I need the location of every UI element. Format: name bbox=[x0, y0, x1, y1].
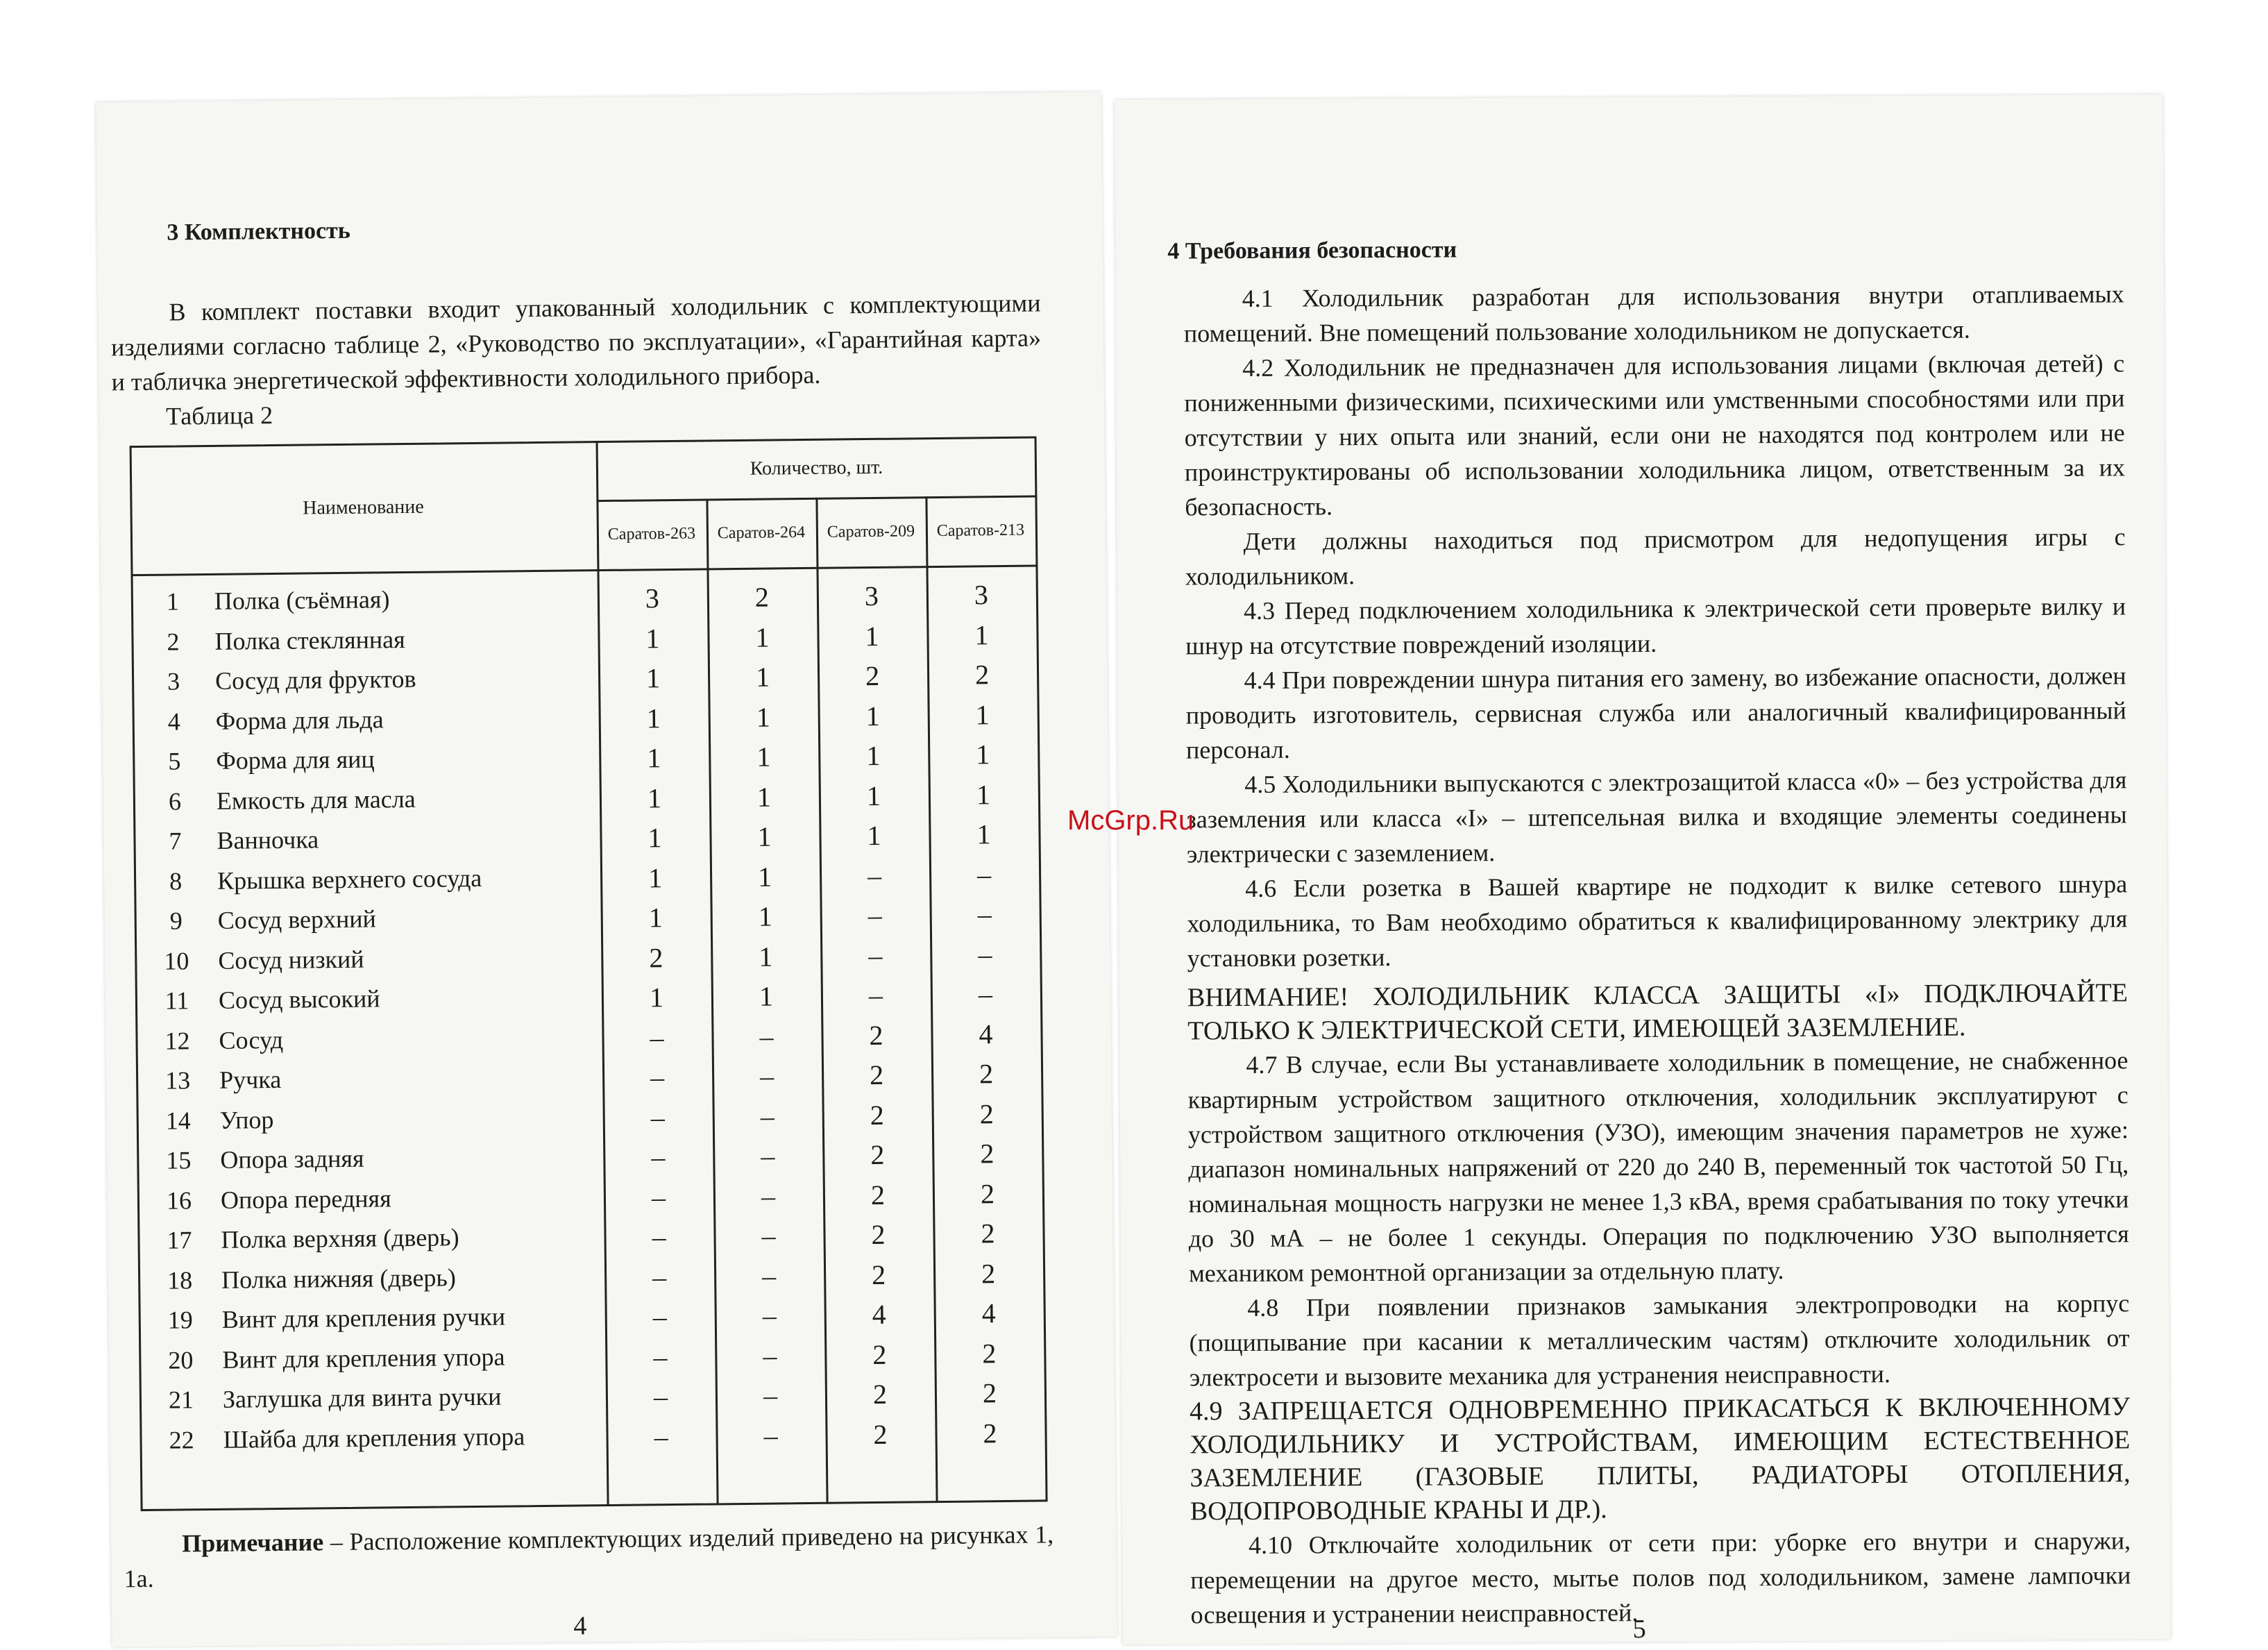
quantity-cell: 1 bbox=[756, 701, 770, 733]
quantity-cell: 1 bbox=[647, 742, 661, 774]
quantity-cell: 2 bbox=[865, 659, 880, 692]
row-number: 14 bbox=[165, 1106, 191, 1135]
quantity-cell: 1 bbox=[757, 861, 772, 893]
item-name: Крышка верхнего сосуда bbox=[217, 864, 482, 895]
quantity-cell: – bbox=[762, 1299, 777, 1331]
header-model: Саратов-209 bbox=[827, 521, 915, 541]
item-name: Сосуд высокий bbox=[218, 984, 380, 1014]
quantity-cell: – bbox=[761, 1259, 777, 1292]
item-name: Полка нижняя (дверь) bbox=[221, 1263, 457, 1294]
quantity-cell: 2 bbox=[980, 1138, 995, 1170]
quantity-cell: 2 bbox=[981, 1257, 996, 1289]
quantity-cell: – bbox=[759, 1020, 774, 1052]
quantity-cell: 1 bbox=[867, 819, 881, 852]
quantity-cell: 2 bbox=[869, 1059, 884, 1091]
quantity-cell: 2 bbox=[871, 1218, 886, 1251]
item-name: Полка стеклянная bbox=[214, 625, 405, 655]
quantity-cell: – bbox=[652, 1301, 667, 1333]
item-name: Винт для крепления упора bbox=[222, 1342, 505, 1374]
paragraph-4-2-children: Дети должны находиться под присмотром для недопущения игры с холодильником. bbox=[1185, 523, 2126, 591]
quantity-cell: 1 bbox=[976, 778, 991, 810]
quantity-cell: 1 bbox=[866, 780, 881, 811]
quantity-cell: 1 bbox=[645, 622, 660, 654]
header-name: Наименование bbox=[303, 496, 424, 519]
item-name: Винт для крепления ручки bbox=[221, 1302, 506, 1333]
quantity-cell: 4 bbox=[872, 1298, 886, 1331]
table-body bbox=[131, 575, 1047, 1463]
quantity-cell: 2 bbox=[869, 1019, 883, 1051]
left-page bbox=[96, 92, 1117, 1647]
quantity-cell: 1 bbox=[975, 698, 990, 730]
quantity-cell: – bbox=[652, 1221, 666, 1253]
item-name: Полка верхняя (дверь) bbox=[221, 1223, 459, 1254]
item-name: Полка (съёмная) bbox=[214, 585, 390, 615]
item-name: Сосуд bbox=[219, 1025, 284, 1054]
quantity-cell: – bbox=[868, 979, 883, 1011]
quantity-cell: 1 bbox=[759, 980, 774, 1012]
row-number: 3 bbox=[167, 667, 180, 696]
section-title-safety: 4 Требования безопасности bbox=[1167, 237, 1457, 264]
row-number: 6 bbox=[168, 786, 182, 816]
item-name: Ванночка bbox=[217, 825, 319, 855]
quantity-cell: – bbox=[653, 1381, 668, 1413]
table-caption: Таблица 2 bbox=[165, 401, 273, 430]
quantity-cell: – bbox=[761, 1140, 775, 1172]
item-name: Форма для льда bbox=[215, 705, 384, 735]
paragraph-4-2: 4.2 Холодильник не предназначен для использования лицами (включая детей) с пониженными физическими, психическими или умственными способностями или при отсутствии у них опыта или знаний, если они не находятся под контролем или не проинструктированы об использовании холодильника лицом, ответственным за их безопасность. bbox=[1184, 349, 2126, 521]
row-number: 12 bbox=[164, 1026, 190, 1055]
page-number-left: 4 bbox=[573, 1611, 587, 1641]
item-name: Опора задняя bbox=[220, 1144, 364, 1174]
quantity-cell: 1 bbox=[759, 941, 773, 973]
quantity-cell: 1 bbox=[974, 618, 989, 650]
quantity-cell: – bbox=[653, 1340, 668, 1372]
right-page bbox=[1115, 94, 2171, 1644]
quantity-cell: – bbox=[761, 1179, 776, 1212]
quantity-cell: 3 bbox=[974, 579, 989, 611]
row-number: 1 bbox=[166, 587, 180, 616]
quantity-cell: – bbox=[650, 1021, 664, 1053]
quantity-cell: – bbox=[763, 1379, 778, 1411]
item-name: Заглушка для винта ручки bbox=[222, 1382, 502, 1413]
item-name: Сосуд низкий bbox=[218, 945, 364, 975]
item-name: Сосуд для фруктов bbox=[214, 664, 416, 695]
quantity-cell: – bbox=[651, 1141, 666, 1173]
quantity-cell: 2 bbox=[870, 1179, 886, 1211]
quantity-cell: 2 bbox=[754, 581, 770, 613]
intro-paragraph: В комплект поставки входит упакованный холодильник с комплектующими изделиями согласно таблице 2, «Руководство по эксплуатации», «Гарантийная карта» и табличка энергетической эффективности холодильного прибора. bbox=[110, 289, 1042, 396]
paragraph-4-8: 4.8 При появлении признаков замыкания электропроводки на корпус (пощипывание при касании к металлическим частям) отключите холодильник от электросети и вызовите механика для устранения неисправности. bbox=[1189, 1289, 2130, 1392]
quantity-cell: 1 bbox=[755, 661, 770, 693]
components-table bbox=[130, 436, 1048, 1511]
quantity-cell: 2 bbox=[982, 1377, 997, 1409]
quantity-cell: 1 bbox=[648, 902, 663, 934]
quantity-cell: 2 bbox=[980, 1177, 995, 1209]
row-number: 7 bbox=[169, 827, 182, 855]
quantity-cell: 2 bbox=[981, 1218, 995, 1249]
quantity-cell: 2 bbox=[979, 1058, 994, 1090]
row-number: 10 bbox=[164, 946, 189, 975]
item-name: Шайба для крепления упора bbox=[223, 1422, 525, 1454]
note-text: – Расположение комплектующих изделий приведено на рисунках 1, 1а. bbox=[124, 1520, 1054, 1593]
quantity-cell: 1 bbox=[758, 900, 772, 932]
quantity-cell: 4 bbox=[981, 1297, 996, 1329]
header-model: Саратов-263 bbox=[607, 524, 696, 544]
quantity-cell: 3 bbox=[864, 580, 879, 612]
row-number: 5 bbox=[168, 747, 181, 775]
item-name: Сосуд верхний bbox=[217, 904, 376, 934]
row-number: 17 bbox=[167, 1226, 192, 1254]
safety-text bbox=[1184, 276, 2131, 1632]
item-name: Емкость для масла bbox=[216, 784, 416, 815]
row-number: 13 bbox=[164, 1066, 191, 1095]
row-number: 22 bbox=[169, 1425, 194, 1454]
row-number: 9 bbox=[169, 907, 183, 935]
quantity-cell: – bbox=[868, 899, 882, 932]
section-title-komplektnost: 3 Комплектность bbox=[167, 217, 350, 246]
quantity-cell: – bbox=[976, 858, 992, 890]
quantity-cell: 2 bbox=[974, 659, 990, 691]
header-quantity: Количество, шт. bbox=[750, 456, 883, 480]
paragraph-4-6: 4.6 Если розетка в Вашей квартире не подходит к вилке сетевого шнура холодильника, то Вам необходимо обратиться к квалифицированному электрику для установки розетки. bbox=[1187, 870, 2128, 973]
row-number: 8 bbox=[169, 866, 183, 895]
quantity-cell: 1 bbox=[757, 820, 772, 852]
quantity-cell: 1 bbox=[756, 781, 772, 813]
item-name: Ручка bbox=[219, 1065, 282, 1094]
quantity-cell: 1 bbox=[647, 782, 662, 814]
quantity-cell: – bbox=[761, 1220, 776, 1252]
paragraph-4-9: 4.9 ЗАПРЕЩАЕТСЯ ОДНОВРЕМЕННО ПРИКАСАТЬСЯ К ВКЛЮЧЕННОМУ ХОЛОДИЛЬНИКУ И УСТРОЙСТВАМ, ИМЕЮЩИМ ЕСТЕСТВЕННОЕ ЗАЗЕМЛЕНИЕ (ГАЗОВЫЕ ПЛИТЫ, РАДИАТОРЫ ОТОПЛЕНИЯ, ВОДОПРОВОДНЫЕ КРАНЫ И ДР.). bbox=[1189, 1392, 2131, 1526]
paragraph-4-4: 4.4 При повреждении шнура питания его замену, во избежание опасности, должен проводить изготовитель, сервисная служба или аналогичный квалифицированный персонал. bbox=[1185, 662, 2126, 764]
note-paragraph bbox=[124, 1517, 1054, 1596]
quantity-cell: 2 bbox=[983, 1417, 997, 1449]
row-number: 15 bbox=[166, 1146, 192, 1175]
quantity-cell: 3 bbox=[645, 582, 660, 614]
quantity-cell: 2 bbox=[873, 1418, 888, 1450]
watermark: McGrp.Ru bbox=[1067, 805, 1194, 836]
item-name: Форма для яиц bbox=[216, 745, 375, 775]
quantity-cell: 1 bbox=[646, 702, 661, 734]
row-number: 18 bbox=[167, 1265, 193, 1295]
row-number: 2 bbox=[167, 627, 180, 656]
paragraph-4-5: 4.5 Холодильники выпускаются с электрозащитой класса «0» – без устройства для заземления или класса «I» – штепсельная вилка и входящие элементы соединены электрически с заземлением. bbox=[1186, 766, 2127, 868]
quantity-cell: 2 bbox=[649, 941, 663, 973]
quantity-cell: 1 bbox=[648, 861, 663, 893]
quantity-cell: – bbox=[759, 1060, 775, 1092]
quantity-cell: – bbox=[650, 1061, 665, 1093]
quantity-cell: 1 bbox=[649, 982, 664, 1013]
quantity-cell: 1 bbox=[865, 620, 879, 652]
quantity-cell: – bbox=[977, 898, 992, 930]
quantity-cell: 2 bbox=[871, 1258, 886, 1290]
quantity-cell: 1 bbox=[756, 741, 771, 773]
quantity-cell: – bbox=[763, 1339, 777, 1372]
header-model: Саратов-213 bbox=[936, 521, 1025, 540]
paragraph-4-7: 4.7 В случае, если Вы устанавливаете холодильник в помещение, не снабженное квартирным устройством защитного отключения, холодильник эксплуатируют с устройством защитного отключения (УЗО), имеющим значения параметров не хуже: диапазон номинальных напряжений от 220 до 240 В, переменный ток частотой 50 Гц, номинальная мощность нагрузки не менее 1,3 кВА, время срабатывания по току утечки до 30 мА – не более 1 секунды. Операция по подключению УЗО выполняется механиком ремонтной организации за отдельную плату. bbox=[1187, 1046, 2129, 1288]
quantity-cell: – bbox=[651, 1181, 666, 1213]
row-number: 19 bbox=[167, 1306, 193, 1334]
item-name: Упор bbox=[219, 1105, 274, 1134]
quantity-cell: – bbox=[650, 1101, 665, 1133]
quantity-cell: – bbox=[978, 978, 993, 1010]
paragraph-4-1: 4.1 Холодильник разработан для использования внутри отапливаемых помещений. Вне помещений пользование холодильником не допускается. bbox=[1183, 280, 2124, 348]
quantity-cell: 2 bbox=[872, 1378, 888, 1411]
quantity-cell: – bbox=[654, 1420, 668, 1452]
quantity-cell: – bbox=[760, 1100, 775, 1132]
row-number: 21 bbox=[168, 1386, 194, 1414]
row-number: 16 bbox=[166, 1186, 192, 1215]
quantity-cell: 1 bbox=[645, 662, 661, 694]
quantity-cell: – bbox=[652, 1261, 667, 1293]
quantity-cell: 1 bbox=[976, 818, 991, 850]
row-number: 20 bbox=[168, 1345, 194, 1374]
quantity-cell: 2 bbox=[979, 1097, 994, 1129]
page-number-right: 5 bbox=[1632, 1614, 1646, 1644]
quantity-cell: 2 bbox=[870, 1138, 885, 1171]
quantity-cell: 2 bbox=[982, 1337, 997, 1369]
quantity-cell: 1 bbox=[866, 739, 881, 772]
row-number: 4 bbox=[167, 707, 180, 736]
quantity-cell: 1 bbox=[976, 739, 990, 771]
quantity-cell: – bbox=[763, 1419, 778, 1451]
quantity-cell: 1 bbox=[755, 621, 770, 653]
quantity-cell: – bbox=[978, 938, 992, 970]
row-number: 11 bbox=[164, 986, 189, 1015]
quantity-cell: 1 bbox=[865, 700, 880, 732]
quantity-cell: – bbox=[867, 859, 882, 891]
quantity-cell: 2 bbox=[872, 1338, 887, 1370]
note-label: Примечание bbox=[181, 1528, 324, 1558]
quantity-cell: 4 bbox=[979, 1018, 993, 1050]
quantity-cell: – bbox=[868, 939, 883, 971]
item-name: Опора передняя bbox=[220, 1184, 391, 1214]
quantity-cell: 2 bbox=[870, 1099, 884, 1131]
header-model: Саратов-264 bbox=[717, 523, 806, 542]
paragraph-4-10: 4.10 Отключайте холодильник от сети при: уборке его внутри и снаружи, перемещении на другое место, мытье полов под холодильником, замене лампочки освещения и устранении неисправностей. bbox=[1190, 1526, 2131, 1629]
quantity-cell: 1 bbox=[648, 822, 662, 854]
paragraph-4-3: 4.3 Перед подключением холодильника к электрической сети проверьте вилку и шнур на отсутствие повреждений изоляции. bbox=[1185, 592, 2126, 660]
warning-notice: ВНИМАНИЕ! ХОЛОДИЛЬНИК КЛАССА ЗАЩИТЫ «I» ПОДКЛЮЧАЙТЕ ТОЛЬКО К ЭЛЕКТРИЧЕСКОЙ СЕТИ, ИМЕЮЩЕЙ ЗАЗЕМЛЕНИЕ. bbox=[1187, 978, 2129, 1046]
